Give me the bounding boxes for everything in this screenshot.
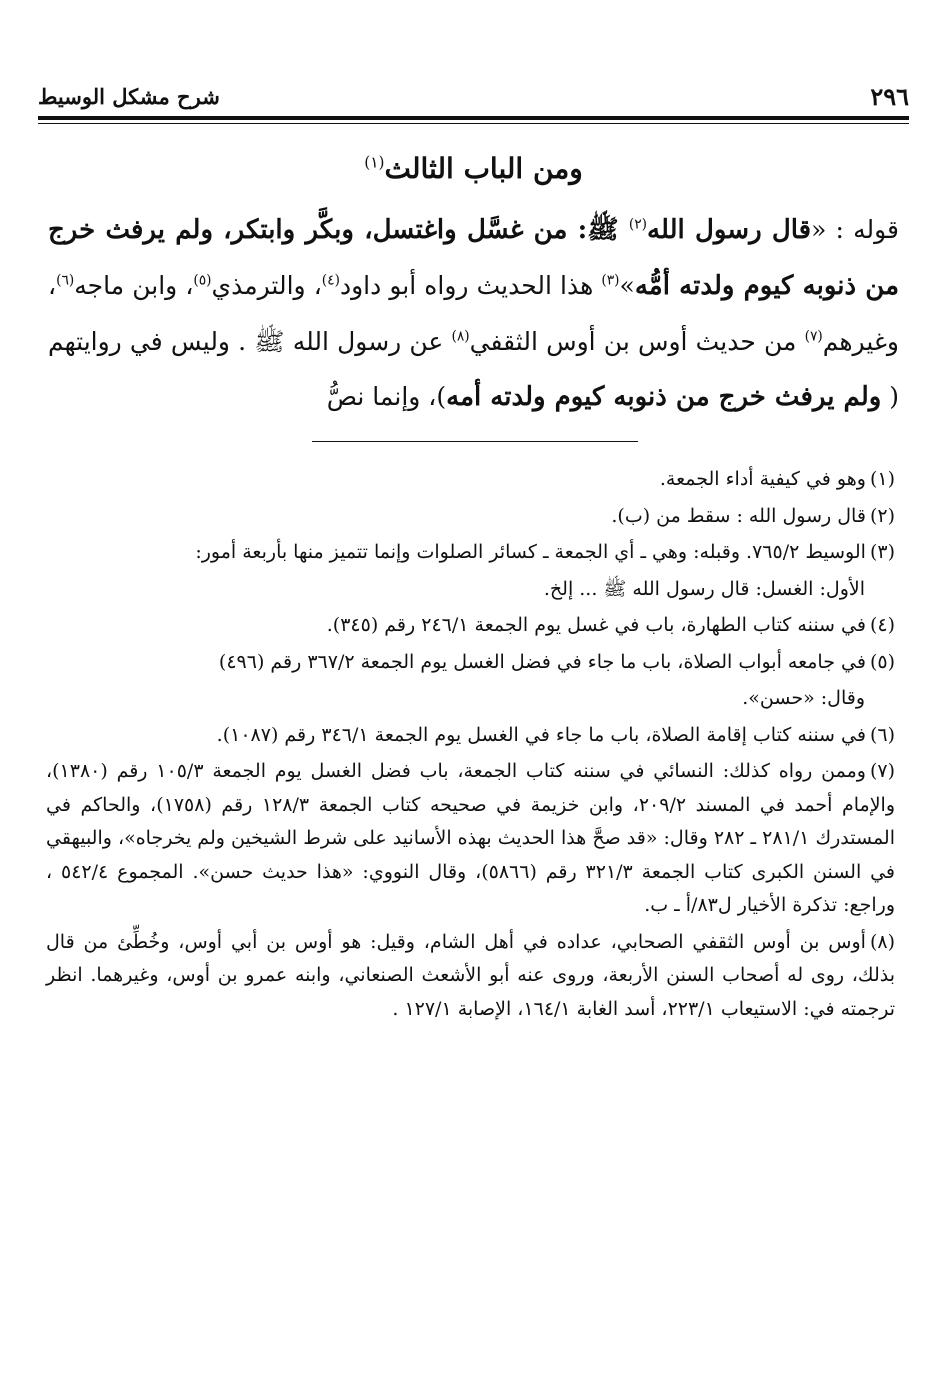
footnote-ref: (٧) — [804, 328, 823, 345]
chapter-heading — [0, 152, 947, 185]
running-title: شرح مشكل الوسيط — [38, 84, 220, 109]
footnote-text: الوسيط ٧٦٥/٢. وقبله: وهي ـ أي الجمعة ـ كسائر الصلوات وإنما تتميز منها بأربعة أمور: — [195, 541, 866, 563]
footnote-3-continuation — [46, 573, 899, 607]
footnote-text: وهو في كيفية أداء الجمعة. — [659, 468, 866, 490]
main-text — [48, 202, 899, 425]
footnote-ref: (٨) — [451, 328, 470, 345]
footnote-7 — [46, 755, 899, 923]
main-text-segment: قوله : « — [811, 215, 900, 244]
footnote-ref: (٣) — [601, 272, 620, 289]
footnote-number: (٢) — [869, 504, 895, 527]
footnote-ref: (٤) — [321, 272, 340, 289]
footnotes — [46, 463, 899, 1029]
footnote-text: وقال: «حسن». — [742, 687, 865, 709]
footnote-number: (١) — [869, 468, 895, 490]
footnote-number: (٦) — [869, 723, 895, 746]
footnote-number: (٥) — [869, 650, 895, 673]
main-text-segment: ، وغيرهم — [48, 271, 900, 356]
main-text-segment: عن رسول الله ﷺ . وليس في روايتهم ( — [48, 327, 899, 411]
footnote-number: (٣) — [869, 541, 895, 563]
page-header — [38, 78, 909, 118]
hadith-text: ﷺ: من غسَّل واغتسل، وبكَّر وابتكر، ولم يرفث خرج من ذنوبه كيوم ولدته أمُّه — [48, 215, 900, 301]
footnote-4 — [46, 609, 899, 643]
footnote-ref: (٦) — [56, 272, 75, 289]
main-text-segment: هذا الحديث رواه أبو داود — [339, 271, 602, 300]
footnote-text: قال رسول الله : سقط من (ب). — [611, 504, 866, 527]
quoted-phrase: ولم يرفث خرج من ذنوبه كيوم ولدته أمه — [446, 382, 882, 412]
footnote-number: (٤) — [869, 614, 895, 636]
footnote-5-continuation — [46, 682, 899, 716]
footnote-2 — [46, 500, 899, 534]
footnote-5 — [46, 646, 899, 680]
main-text-segment: » — [619, 271, 635, 300]
footnote-separator — [312, 441, 638, 442]
footnote-8 — [46, 926, 899, 1027]
footnote-number: (٧) — [869, 760, 895, 782]
footnote-6 — [46, 719, 899, 753]
footnote-3 — [46, 536, 899, 570]
footnote-text: في سننه كتاب الطهارة، باب في غسل يوم الجمعة ٢٤٦/١ رقم (٣٤٥). — [326, 614, 866, 636]
footnote-ref: (١) — [364, 153, 385, 172]
footnote-text: الأول: الغسل: قال رسول الله ﷺ ... إلخ. — [543, 577, 865, 600]
main-text-segment: من حديث أوس بن أوس الثقفي — [469, 327, 805, 356]
footnote-text: في جامعه أبواب الصلاة، باب ما جاء في فضل الغسل يوم الجمعة ٣٦٧/٢ رقم (٤٩٦) — [218, 650, 866, 673]
footnote-1 — [46, 463, 899, 497]
header-rule-thin — [38, 123, 909, 124]
hadith-text: قال رسول الله — [647, 215, 812, 245]
page-number: ٢٩٦ — [870, 82, 909, 111]
footnote-text: أوس بن أوس الثقفي الصحابي، عداده في أهل الشام، وقيل: هو أوس بن أبي أوس، وخُطِّئ من قال بذلك، روى له أصحاب السنن الأربعة، وروى عنه أبو الأشعث الصنعاني، وابنه عمرو بن أوس، وغيرهما. انظر ترجمته في: الاستيعاب ٢٢٣/١، أسد الغابة ١٦٤/١، الإصابة ١٢٧/١ . — [46, 930, 895, 1020]
main-text-segment: ، وابن ماجه — [74, 271, 194, 300]
main-paragraph — [48, 202, 899, 425]
header-rule-thick — [38, 116, 909, 120]
footnote-number: (٨) — [869, 930, 895, 953]
footnote-ref: (٢) — [628, 216, 648, 233]
footnote-text: في سننه كتاب إقامة الصلاة، باب ما جاء في الغسل يوم الجمعة ٣٤٦/١ رقم (١٠٨٧). — [216, 723, 866, 746]
main-text-segment: )، وإنما نصُّ — [326, 382, 447, 411]
footnote-text: وممن رواه كذلك: النسائي في سننه كتاب الجمعة، باب فضل الغسل يوم الجمعة ١٠٥/٣ رقم (١٣٨٠)، والإمام أحمد في المسند ٢٠٩/٢، وابن خزيمة في صحيحه كتاب الجمعة ١٢٨/٣ رقم (١٧٥٨)، والحاكم في المستدرك ٢٨١/١ ـ ٢٨٢ وقال: «قد صحَّ هذا الحديث بهذه الأسانيد على شرط الشيخين ولم يخرجاه»، والبيهقي في السنن الكبرى كتاب الجمعة ٣٢١/٣ رقم (٥٨٦٦)، وقال النووي: «هذا حديث حسن». المجموع ٥٤٢/٤ ، وراجع: تذكرة الأخيار ل٨٣/أ ـ ب. — [46, 760, 896, 916]
chapter-heading-text: ومن الباب الثالث — [384, 152, 583, 185]
main-text-segment: ، والترمذي — [211, 271, 322, 300]
footnote-ref: (٥) — [193, 272, 212, 289]
